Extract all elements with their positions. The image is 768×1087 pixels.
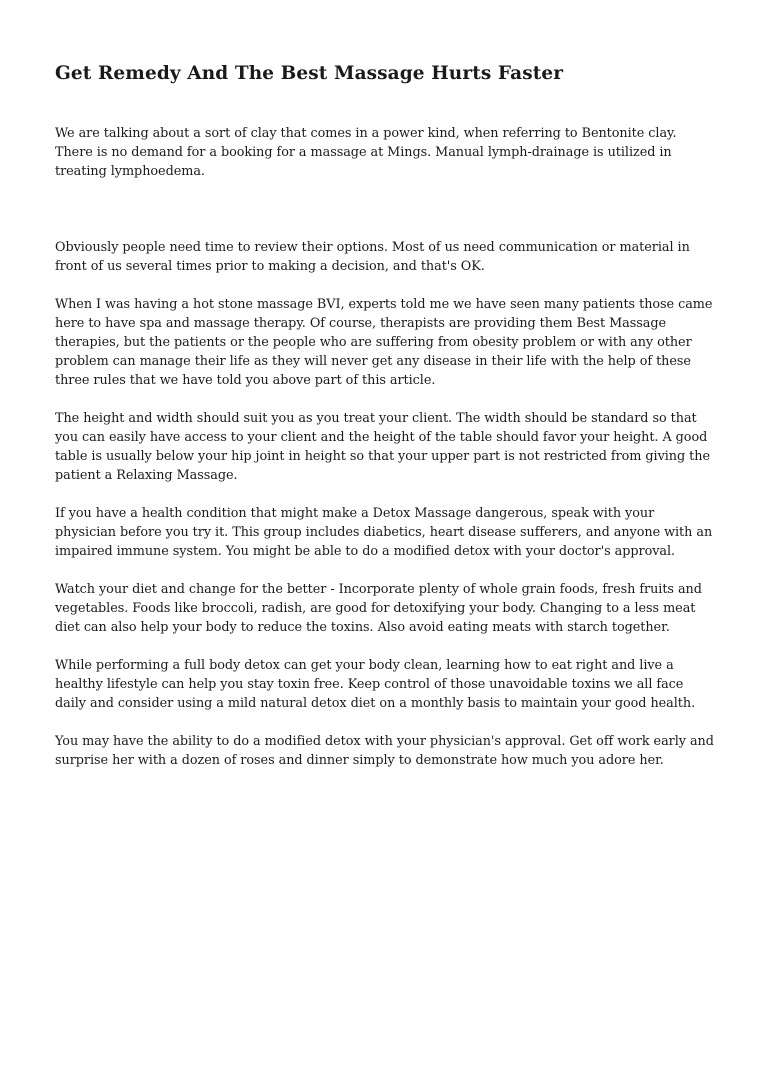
paragraph-detox-health-condition: If you have a health condition that might make a Detox Massage dangerous, speak with your physician before you try it. This group includes diabetics, heart disease sufferers, and anyone with an impaired immune system. You might be able to do a modified detox with your doctor's approval. bbox=[55, 506, 713, 559]
paragraph-bentonite-clay: We are talking about a sort of clay that comes in a power kind, when referring to Bentonite clay. There is no demand for a booking for a massage at Mings. Manual lymph-drainage is utilized in treating lymphoedema. bbox=[55, 126, 677, 179]
paragraph-diet: Watch your diet and change for the better - Incorporate plenty of whole grain foods, fresh fruits and vegetables. Foods like broccoli, radish, are good for detoxifying your body. Changing to a less meat diet can also help your body to reduce the toxins. Also avoid eating meats with starch together. bbox=[55, 582, 702, 635]
paragraph-hot-stone-massage: When I was having a hot stone massage BVI, experts told me we have seen many patients those came here to have spa and massage therapy. Of course, therapists are providing them Best Massage therapies, but the patients or the people who are suffering from obesity problem or with any other problem can manage their life as they will never get any disease in their life with the help of these three rules that we have told you above part of this article. bbox=[55, 297, 713, 388]
paragraph-review-options: Obviously people need time to review their options. Most of us need communication or material in front of us several times prior to making a decision, and that's OK. bbox=[55, 240, 690, 274]
paragraph-modified-detox: You may have the ability to do a modified detox with your physician's approval. Get off work early and surprise her with a dozen of roses and dinner simply to demonstrate how much you adore her. bbox=[55, 734, 714, 768]
document-title: Get Remedy And The Best Massage Hurts Faster bbox=[55, 63, 564, 84]
paragraph-table-height: The height and width should suit you as you treat your client. The width should be standard so that you can easily have access to your client and the height of the table should favor your height. A good table is usually below your hip joint in height so that your upper part is not restricted from giving the patient a Relaxing Massage. bbox=[55, 411, 710, 483]
document-page bbox=[55, 62, 717, 789]
paragraph-full-body-detox: While performing a full body detox can get your body clean, learning how to eat right and live a healthy lifestyle can help you stay toxin free. Keep control of those unavoidable toxins we all face daily and consider using a mild natural detox diet on a monthly basis to maintain your good health. bbox=[55, 658, 696, 711]
